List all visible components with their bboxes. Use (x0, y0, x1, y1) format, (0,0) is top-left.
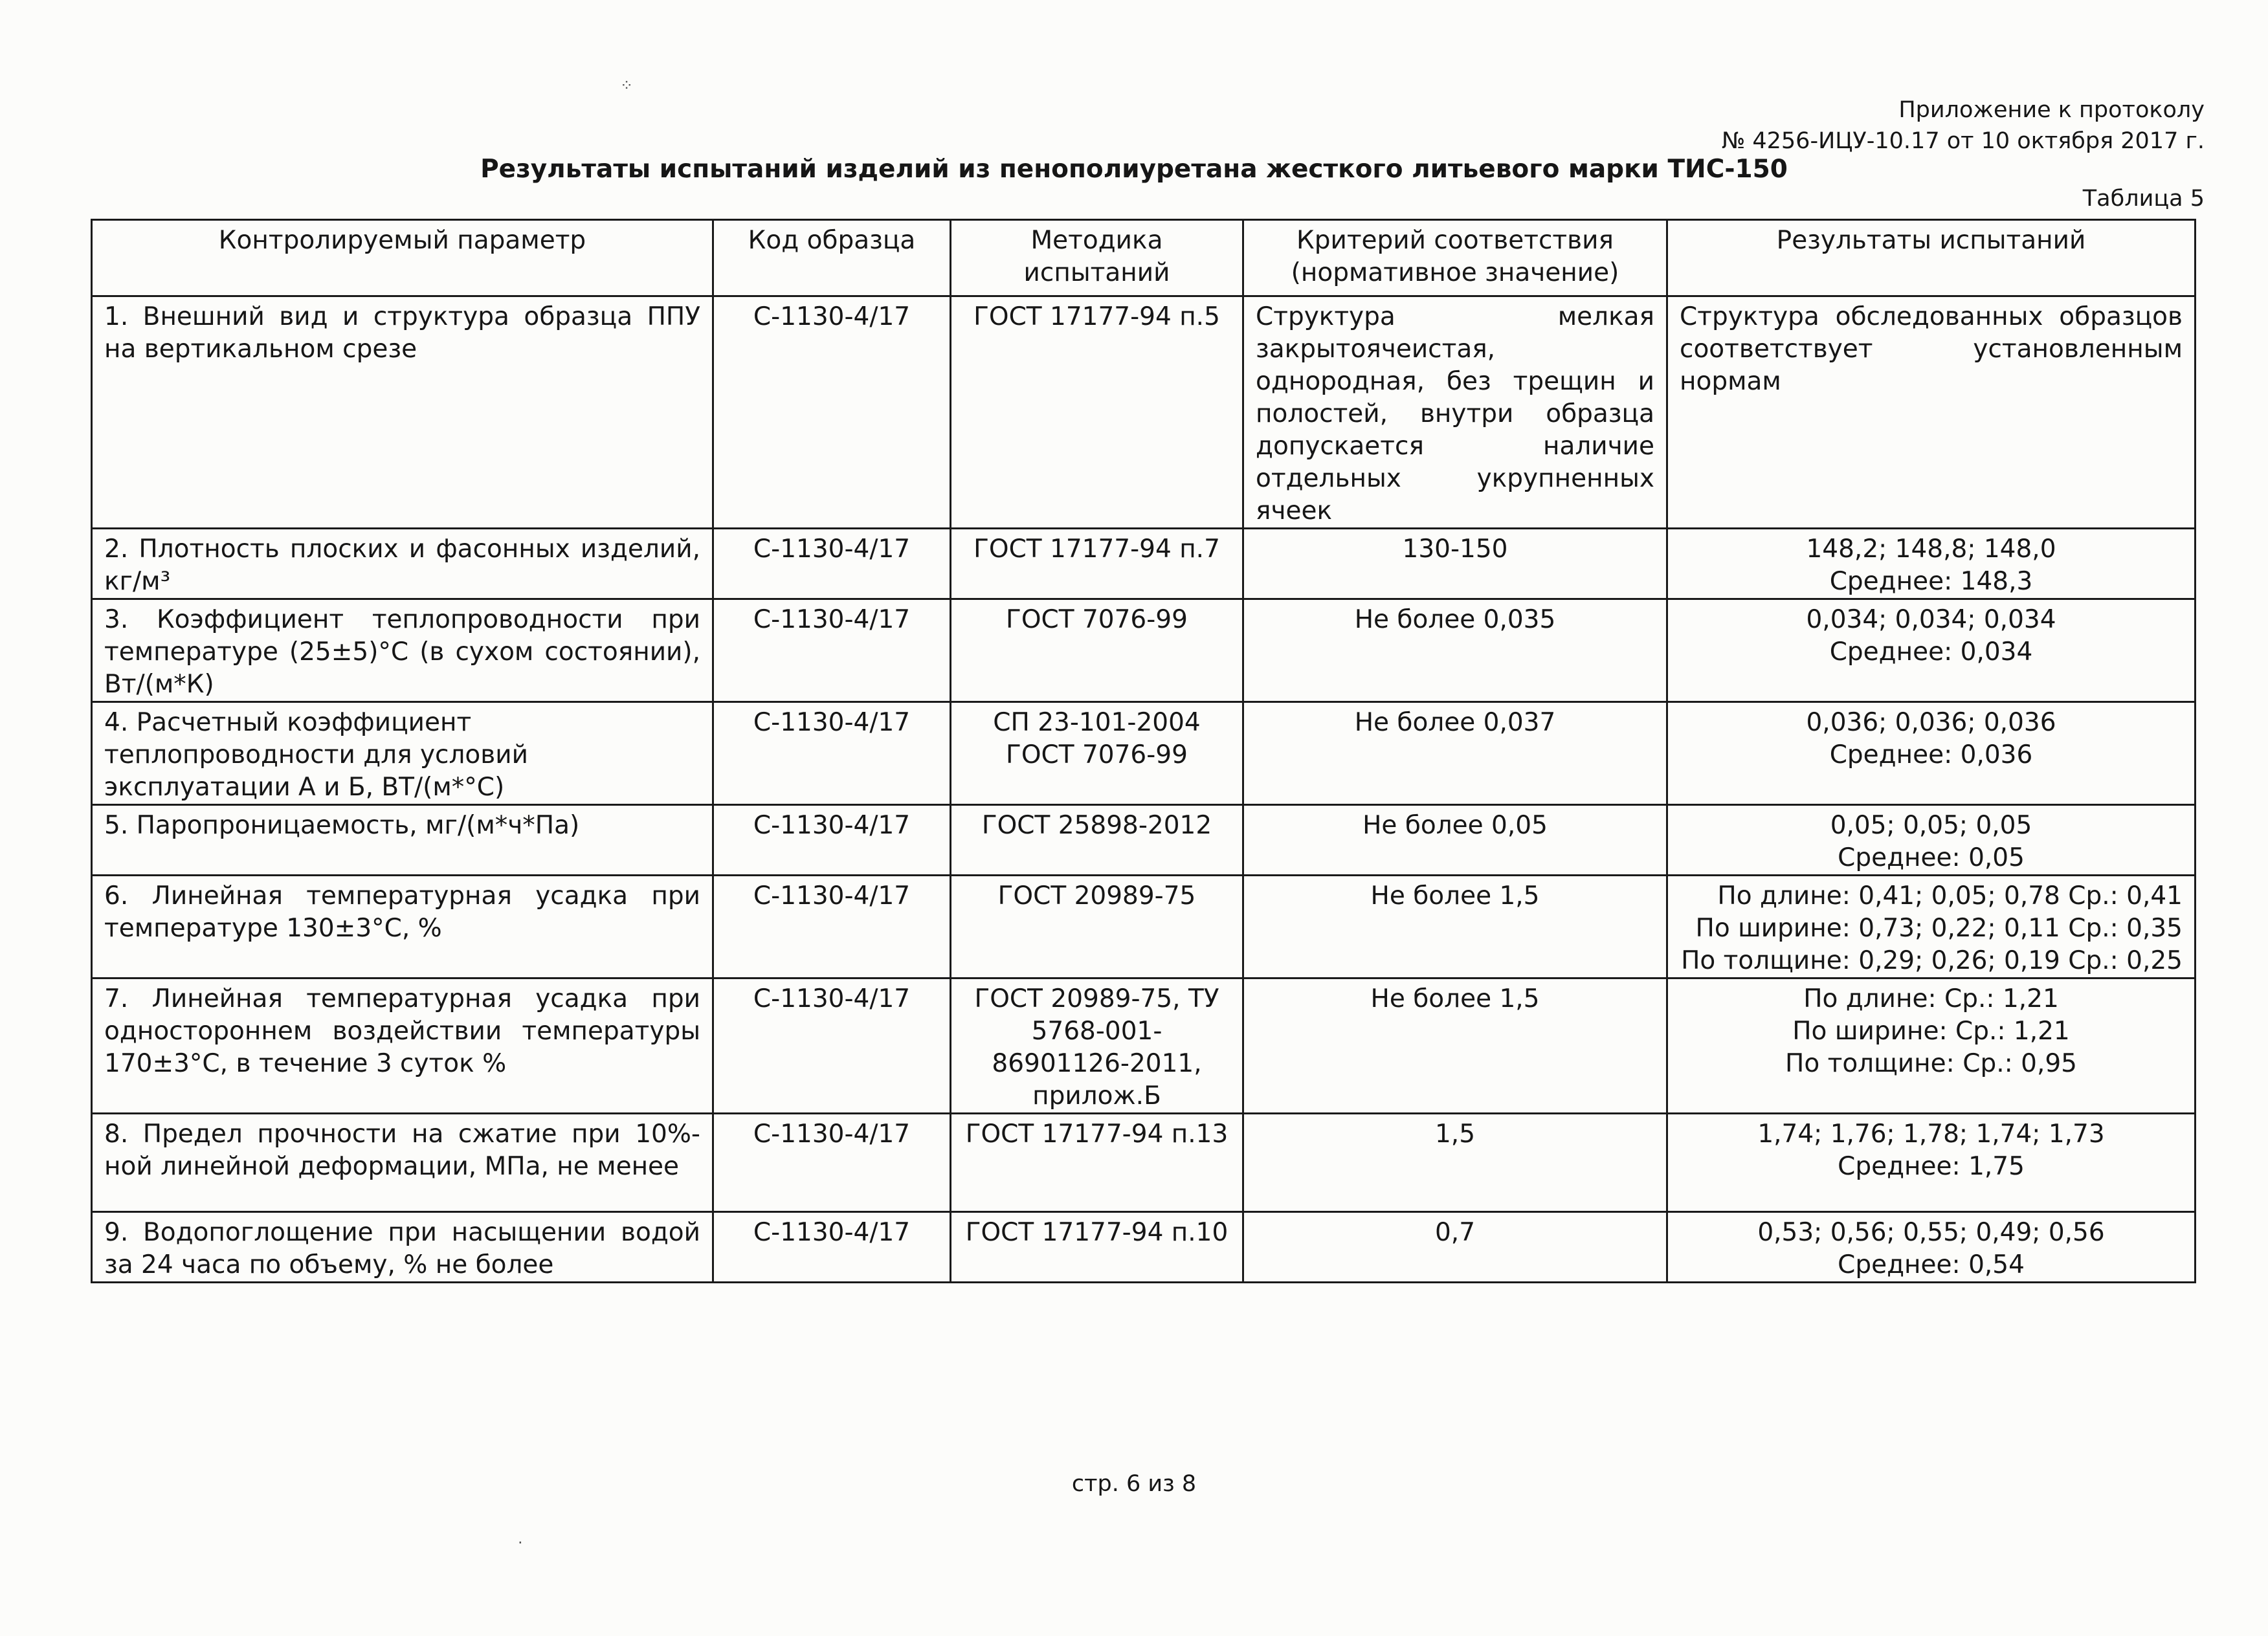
cell-code: С-1130-4/17 (713, 1212, 951, 1283)
cell-method: СП 23-101-2004 ГОСТ 7076-99 (951, 702, 1243, 805)
results-table (91, 219, 2196, 1283)
cell-parameter: 1. Внешний вид и структура образца ППУ на вертикальном срезе (92, 296, 713, 529)
cell-code: С-1130-4/17 (713, 1114, 951, 1212)
result-line: Среднее: 0,036 (1829, 740, 2033, 769)
cell-result (1667, 978, 2196, 1114)
appendix-line-2: № 4256-ИЦУ-10.17 от 10 октября 2017 г. (1721, 128, 2205, 154)
result-line: 0,53; 0,56; 0,55; 0,49; 0,56 (1757, 1218, 2105, 1247)
table-row (92, 529, 2196, 599)
cell-code: С-1130-4/17 (713, 876, 951, 978)
table-row (92, 1212, 2196, 1283)
result-line: По длине: 0,41; 0,05; 0,78 Ср.: 0,41 (1717, 881, 2183, 911)
table-row (92, 805, 2196, 876)
cell-result (1667, 529, 2196, 599)
cell-parameter: 8. Предел прочности на сжатие при 10%-ной линейной деформации, МПа, не менее (92, 1114, 713, 1212)
cell-criterion: 1,5 (1243, 1114, 1667, 1212)
cell-criterion: Не более 0,05 (1243, 805, 1667, 876)
cell-method: ГОСТ 7076-99 (951, 599, 1243, 702)
result-line: По толщине: 0,29; 0,26; 0,19 Ср.: 0,25 (1681, 946, 2183, 975)
cell-code: С-1130-4/17 (713, 599, 951, 702)
result-line: Среднее: 0,54 (1838, 1250, 2025, 1279)
table-row (92, 1114, 2196, 1212)
column-header-parameter: Контролируемый параметр (92, 220, 713, 296)
result-line: Среднее: 0,034 (1829, 637, 2033, 667)
result-line: 0,034; 0,034; 0,034 (1806, 605, 2056, 634)
cell-criterion: Не более 1,5 (1243, 978, 1667, 1114)
table-label: Таблица 5 (2082, 186, 2205, 212)
cell-code: С-1130-4/17 (713, 978, 951, 1114)
cell-method: ГОСТ 17177-94 п.5 (951, 296, 1243, 529)
cell-code: С-1130-4/17 (713, 805, 951, 876)
cell-result (1667, 296, 2196, 529)
cell-result (1667, 805, 2196, 876)
cell-parameter: 7. Линейная температурная усадка при одностороннем воздействии температуры 170±3°С, в течение 3 суток % (92, 978, 713, 1114)
cell-method: ГОСТ 17177-94 п.13 (951, 1114, 1243, 1212)
document-title: Результаты испытаний изделий из пенополиуретана жесткого литьевого марки ТИС-150 (480, 155, 1788, 184)
result-line: 1,74; 1,76; 1,78; 1,74; 1,73 (1757, 1120, 2105, 1149)
cell-result (1667, 1212, 2196, 1283)
result-line: Среднее: 0,05 (1838, 843, 2025, 872)
cell-criterion: Структура мелкая закрытоячеистая, однородная, без трещин и полостей, внутри образца допускается наличие отдельных укрупненных ячеек (1243, 296, 1667, 529)
table-row (92, 702, 2196, 805)
table-row (92, 599, 2196, 702)
cell-criterion: Не более 1,5 (1243, 876, 1667, 978)
cell-parameter: 3. Коэффициент теплопроводности при температуре (25±5)°С (в сухом состоянии), Вт/(м*К) (92, 599, 713, 702)
result-line: Среднее: 1,75 (1838, 1152, 2025, 1181)
cell-code: С-1130-4/17 (713, 529, 951, 599)
cell-parameter: 6. Линейная температурная усадка при температуре 130±3°С, % (92, 876, 713, 978)
cell-parameter: 5. Паропроницаемость, мг/(м*ч*Па) (92, 805, 713, 876)
column-header-result: Результаты испытаний (1667, 220, 2196, 296)
table-row (92, 978, 2196, 1114)
cell-criterion: Не более 0,035 (1243, 599, 1667, 702)
cell-code: С-1130-4/17 (713, 296, 951, 529)
result-line: 0,036; 0,036; 0,036 (1806, 708, 2056, 737)
cell-method: ГОСТ 25898-2012 (951, 805, 1243, 876)
cell-parameter: 2. Плотность плоских и фасонных изделий, кг/м³ (92, 529, 713, 599)
result-line: По толщине: Ср.: 0,95 (1785, 1049, 2077, 1078)
page-number: стр. 6 из 8 (1071, 1471, 1197, 1497)
cell-result (1667, 1114, 2196, 1212)
result-line: 0,05; 0,05; 0,05 (1830, 811, 2032, 840)
cell-result (1667, 876, 2196, 978)
cell-result (1667, 702, 2196, 805)
cell-method: ГОСТ 17177-94 п.7 (951, 529, 1243, 599)
cell-criterion: Не более 0,037 (1243, 702, 1667, 805)
cell-method: ГОСТ 20989-75, ТУ 5768-001-86901126-2011, прилож.Б (951, 978, 1243, 1114)
column-header-code: Код образца (713, 220, 951, 296)
table-header-row (92, 220, 2196, 296)
result-line: По длине: Ср.: 1,21 (1803, 984, 2059, 1013)
cell-method: ГОСТ 20989-75 (951, 876, 1243, 978)
table-row (92, 876, 2196, 978)
cell-parameter: 9. Водопоглощение при насыщении водой за 24 часа по объему, % не более (92, 1212, 713, 1283)
column-header-method: Методика испытаний (951, 220, 1243, 296)
cell-result (1667, 599, 2196, 702)
result-line: Среднее: 148,3 (1829, 567, 2033, 596)
scan-speck: ⁘ (620, 76, 634, 94)
result-line: 148,2; 148,8; 148,0 (1806, 535, 2056, 564)
appendix-reference (1493, 94, 2205, 157)
result-line: Структура обследованных образцов соответствует установленным нормам (1680, 302, 2183, 396)
cell-parameter: 4. Расчетный коэффициент теплопроводности для условий эксплуатации А и Б, ВТ/(м*°С) (92, 702, 713, 805)
appendix-line-1: Приложение к протоколу (1898, 97, 2205, 123)
table-row (92, 296, 2196, 529)
cell-method: ГОСТ 17177-94 п.10 (951, 1212, 1243, 1283)
column-header-criterion: Критерий соответствия (нормативное значение) (1243, 220, 1667, 296)
result-line: По ширине: Ср.: 1,21 (1792, 1017, 2070, 1046)
cell-code: С-1130-4/17 (713, 702, 951, 805)
scan-speck: · (518, 1534, 523, 1552)
result-line: По ширине: 0,73; 0,22; 0,11 Ср.: 0,35 (1695, 914, 2183, 943)
cell-criterion: 0,7 (1243, 1212, 1667, 1283)
cell-criterion: 130-150 (1243, 529, 1667, 599)
